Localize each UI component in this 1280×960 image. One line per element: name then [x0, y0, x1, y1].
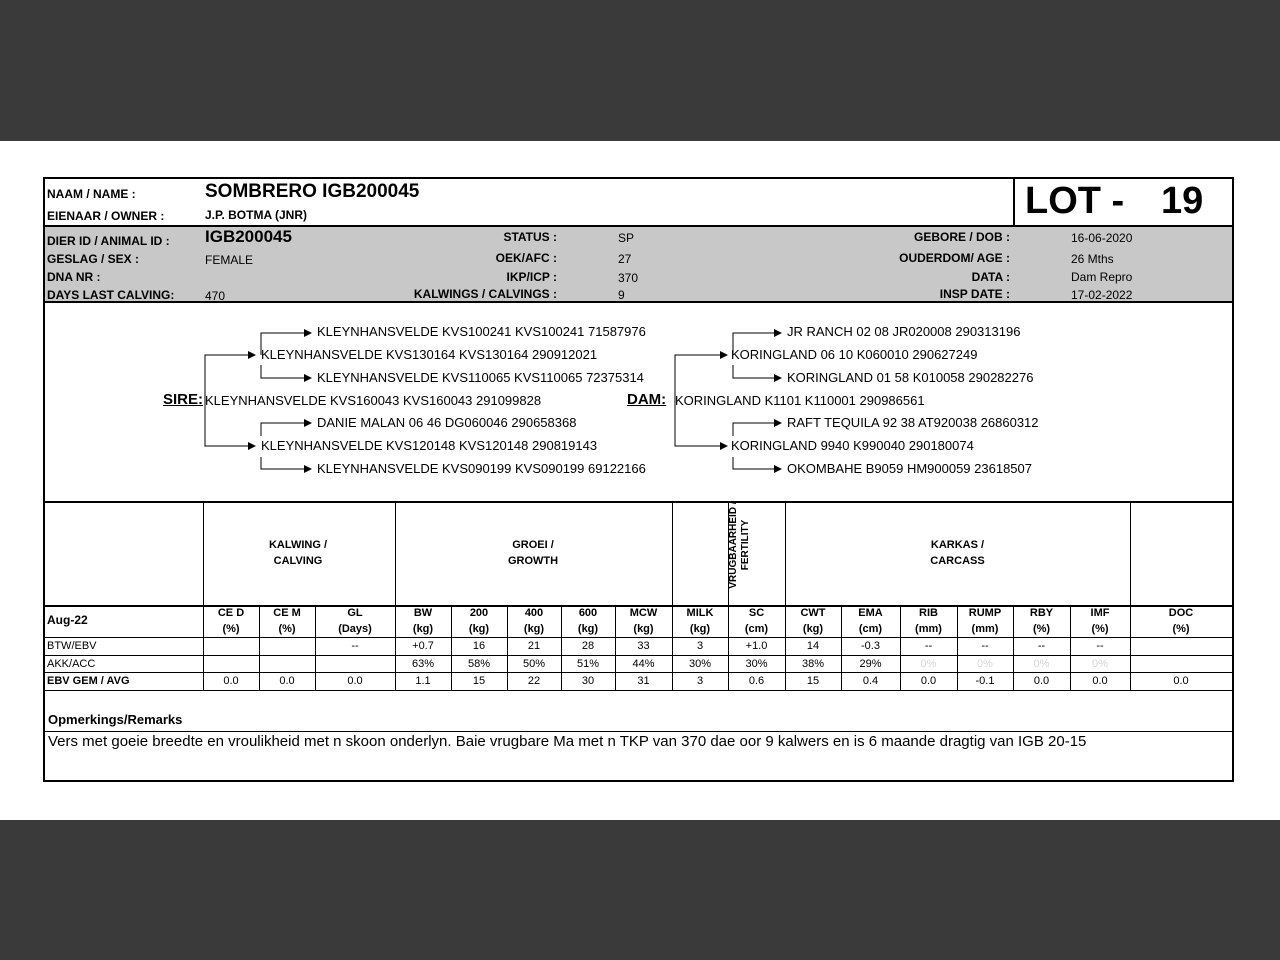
owner-label: EIENAAR / OWNER :: [47, 209, 165, 223]
dam: KORINGLAND K1101 K110001 290986561: [675, 393, 925, 408]
ebv-cell: --: [351, 640, 359, 652]
ebv-cell: 0%: [920, 658, 937, 670]
calvings-label: KALWINGS / CALVINGS :: [413, 287, 557, 301]
remarks-title: Opmerkings/Remarks: [48, 712, 183, 727]
insp-value: 17-02-2022: [1071, 288, 1133, 302]
age-value: 26 Mths: [1071, 252, 1114, 266]
column-header: [1070, 605, 1130, 637]
ebv-cell: 0.0: [347, 675, 363, 687]
ebv-cell: 0%: [1033, 658, 1050, 670]
dam-sire-dam: KORINGLAND 01 58 K010058 290282276: [787, 370, 1034, 385]
sire-dam-sire: DANIE MALAN 06 46 DG060046 290658368: [317, 415, 577, 430]
animal-name: SOMBRERO IGB200045: [205, 181, 420, 202]
column-header: [451, 605, 507, 637]
ebv-cell: 21: [527, 640, 541, 652]
ebv-cell: 30%: [745, 658, 768, 670]
sex-label: GESLAG / SEX :: [47, 252, 140, 266]
sale-sheet: [0, 141, 1280, 820]
ebv-cell: 0.0: [1033, 675, 1050, 687]
column-unit: (kg): [523, 623, 545, 635]
ebv-cell: +1.0: [745, 640, 768, 652]
owner-value: J.P. BOTMA (JNR): [205, 208, 308, 222]
data-value: Dam Repro: [1071, 270, 1133, 284]
ebv-cell: 33: [637, 640, 650, 652]
status-label: STATUS :: [503, 230, 557, 244]
ebv-date-label: Aug-22: [47, 613, 88, 627]
grid-hline: [45, 690, 1232, 691]
column-header: [728, 605, 785, 637]
row-label: AKK/ACC: [47, 658, 96, 670]
ebv-cell: --: [924, 640, 933, 652]
column-header: [1013, 605, 1070, 637]
column-header: [507, 605, 561, 637]
column-name: IMF: [1090, 607, 1110, 619]
ebv-cell: 0.6: [748, 675, 765, 687]
column-name: CE M: [273, 607, 301, 619]
ebv-cell: 14: [806, 640, 820, 652]
column-unit: (%): [1032, 623, 1051, 635]
column-name: 600: [578, 607, 598, 619]
calvings-value: 9: [618, 288, 625, 302]
ebv-cell: 28: [581, 640, 595, 652]
sex-value: FEMALE: [205, 253, 254, 267]
column-name: BW: [413, 607, 433, 619]
ebv-cell: --: [981, 640, 989, 652]
dna-label: DNA NR :: [47, 270, 101, 284]
ebv-cell: 0.0: [1173, 675, 1189, 687]
column-unit: (mm): [971, 623, 999, 635]
ebv-cell: 0%: [1092, 658, 1108, 670]
column-name: CWT: [800, 607, 826, 619]
column-header: [672, 605, 728, 637]
ebv-cell: -0.3: [861, 640, 880, 652]
column-unit: (kg): [689, 623, 711, 635]
days-value: 470: [205, 289, 226, 303]
days-label: DAYS LAST CALVING:: [47, 288, 175, 302]
ebv-cell: 0.0: [223, 675, 239, 687]
ebv-cell: 15: [806, 675, 820, 687]
column-name: MILK: [686, 607, 714, 619]
column-unit: (Days): [338, 623, 372, 635]
dam-sire: KORINGLAND 06 10 K060010 290627249: [731, 347, 978, 362]
row-label: BTW/EBV: [47, 640, 97, 652]
ebv-cell: 3: [696, 675, 704, 687]
column-name: DOC: [1168, 607, 1194, 619]
ebv-cell: 3: [696, 640, 704, 652]
lot-number: 19: [1161, 180, 1204, 222]
dob-label: GEBORE / DOB :: [913, 230, 1010, 244]
ebv-cell: 31: [637, 675, 650, 687]
column-name: RUMP: [968, 607, 1002, 619]
column-header: [900, 605, 957, 637]
column-header: [841, 605, 900, 637]
column-unit: (kg): [412, 623, 434, 635]
ebv-cell: +0.7: [412, 640, 434, 652]
column-header: [315, 605, 395, 637]
dam-dam: KORINGLAND 9940 K990040 290180074: [731, 438, 974, 453]
column-header: [615, 605, 672, 637]
lot-label: LOT -: [1025, 180, 1125, 222]
ebv-cell: 29%: [859, 658, 882, 670]
icp-value: 370: [618, 271, 639, 285]
dob-value: 16-06-2020: [1071, 231, 1133, 245]
ebv-cell: -0.1: [975, 675, 995, 687]
group-calving-line1: KALWING /: [268, 539, 328, 551]
ebv-cell: 63%: [411, 658, 435, 670]
column-header: [1130, 605, 1232, 637]
animal-id-value: IGB200045: [205, 227, 292, 246]
sire-sire: KLEYNHANSVELDE KVS130164 KVS130164 290912021: [261, 347, 598, 362]
group-carcass-line1: KARKAS /: [930, 539, 985, 551]
sire-sire-sire: KLEYNHANSVELDE KVS100241 KVS100241 71587976: [317, 324, 646, 339]
afc-value: 27: [618, 252, 632, 266]
column-unit: (%): [278, 623, 296, 635]
lot-card: [43, 177, 1234, 782]
column-name: EMA: [858, 607, 883, 619]
dam-dam-dam: OKOMBAHE B9059 HM900059 23618507: [787, 461, 1032, 476]
column-name: 200: [469, 607, 489, 619]
group-growth-line2: GROWTH: [507, 555, 559, 567]
insp-label: INSP DATE :: [939, 287, 1010, 301]
group-carcass: [785, 537, 1130, 569]
column-header: [203, 605, 259, 637]
sire-sire-dam: KLEYNHANSVELDE KVS110065 KVS110065 72375314: [317, 370, 644, 385]
row-label: EBV GEM / AVG: [47, 675, 130, 687]
ebv-table: [45, 501, 1232, 691]
ebv-cell: --: [1037, 640, 1046, 652]
column-name: MCW: [629, 607, 658, 619]
column-header: [957, 605, 1013, 637]
dam-sire-sire: JR RANCH 02 08 JR020008 290313196: [787, 324, 1021, 339]
sire: KLEYNHANSVELDE KVS160043 KVS160043 291099828: [205, 393, 542, 408]
data-label: DATA :: [971, 270, 1010, 284]
age-label: OUDERDOM/ AGE :: [899, 251, 1010, 265]
sire-label: SIRE:: [163, 391, 204, 408]
column-unit: (%): [1172, 623, 1190, 635]
icp-label: IKP/ICP :: [506, 270, 557, 284]
column-name: RBY: [1029, 607, 1054, 619]
column-unit: (%): [1091, 623, 1109, 635]
column-name: SC: [748, 607, 765, 619]
column-header: [561, 605, 615, 637]
column-unit: (kg): [633, 623, 654, 635]
ebv-cell: 0.4: [862, 675, 879, 687]
column-unit: (kg): [468, 623, 490, 635]
column-name: RIB: [919, 607, 938, 619]
ebv-cell: 22: [527, 675, 541, 687]
group-calving-line2: CALVING: [273, 555, 323, 567]
ebv-cell: 50%: [522, 658, 546, 670]
ebv-cell: 38%: [801, 658, 825, 670]
column-unit: (kg): [802, 623, 824, 635]
column-unit: (cm): [744, 623, 769, 635]
sire-dam-dam: KLEYNHANSVELDE KVS090199 KVS090199 69122166: [317, 461, 646, 476]
group-carcass-line2: CARCASS: [930, 555, 985, 567]
group-fertility: VRUGBAARHEID / FERTILITY: [728, 501, 751, 589]
ebv-cell: 30: [581, 675, 595, 687]
ebv-cell: 0.0: [920, 675, 937, 687]
column-unit: (%): [222, 623, 240, 635]
remarks-text: Vers met goeie breedte en vroulikheid met n skoon onderlyn. Baie vrugbare Ma met n TKP van 370 dae oor 9 kalwers en is 6 maande dragtig van IGB 20-15: [48, 733, 1087, 750]
column-unit: (mm): [915, 623, 942, 635]
ebv-cell: 44%: [632, 658, 655, 670]
dam-dam-sire: RAFT TEQUILA 92 38 AT920038 26860312: [787, 415, 1039, 430]
group-growth-line1: GROEI /: [512, 539, 554, 551]
status-value: SP: [618, 231, 635, 245]
column-header: [785, 605, 841, 637]
ebv-cell: 16: [472, 640, 486, 652]
ebv-cell: 15: [472, 675, 486, 687]
name-label: NAAM / NAME :: [47, 187, 136, 201]
column-name: CE D: [217, 607, 245, 619]
column-unit: (kg): [577, 623, 599, 635]
column-name: 400: [524, 607, 544, 619]
ebv-cell: 30%: [688, 658, 712, 670]
ebv-cell: 0%: [977, 658, 993, 670]
afc-label: OEK/AFC :: [495, 251, 557, 265]
ebv-cell: 58%: [467, 658, 491, 670]
column-unit: (cm): [858, 623, 883, 635]
group-growth: [395, 537, 671, 569]
ebv-cell: 0.0: [279, 675, 295, 687]
group-calving: [203, 537, 393, 569]
ebv-cell: 51%: [576, 658, 600, 670]
column-header: [259, 605, 315, 637]
column-header: [395, 605, 451, 637]
column-name: GL: [347, 607, 363, 619]
dam-label: DAM:: [627, 391, 667, 408]
ebv-cell: --: [1096, 640, 1104, 652]
animal-id-label: DIER ID / ANIMAL ID :: [47, 234, 170, 248]
sire-dam: KLEYNHANSVELDE KVS120148 KVS120148 290819143: [261, 438, 598, 453]
ebv-cell: 1.1: [415, 675, 431, 687]
ebv-cell: 0.0: [1092, 675, 1108, 687]
